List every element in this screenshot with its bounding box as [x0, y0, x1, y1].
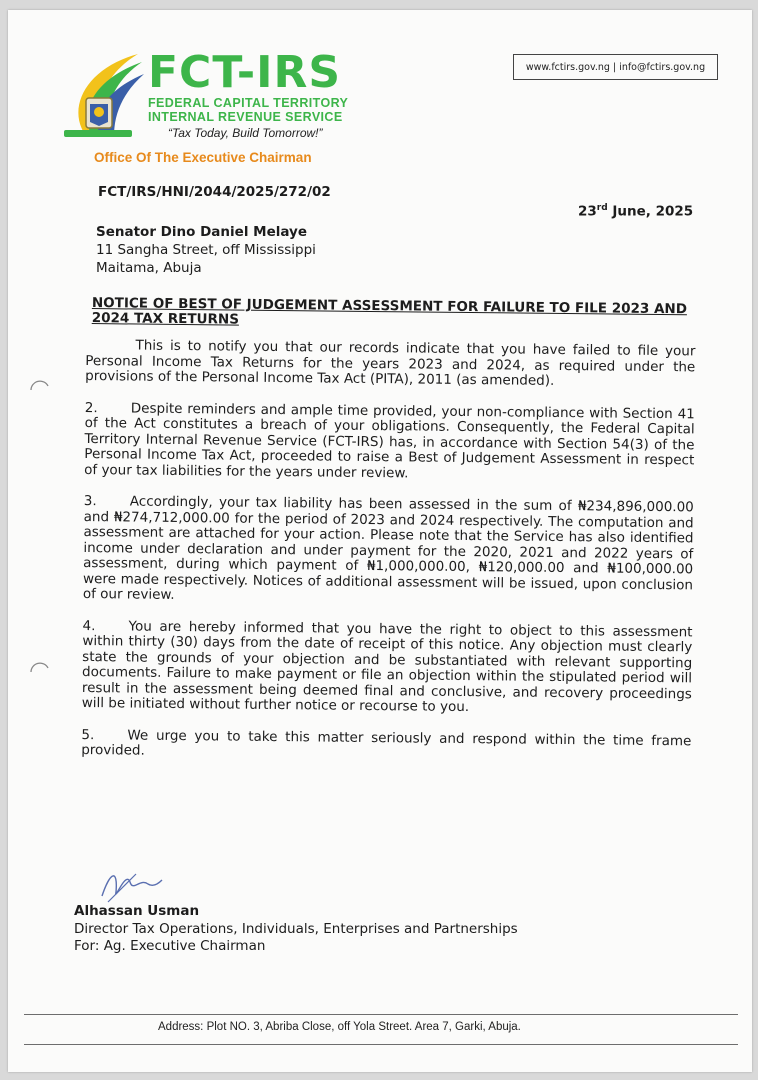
- paragraph-number: 4.: [82, 617, 96, 634]
- letter-page: [8, 10, 752, 1072]
- recipient-name: Senator Dino Daniel Melaye: [96, 224, 308, 240]
- paragraph-number: 2.: [84, 399, 98, 416]
- paragraph-2: 2. Despite reminders and ample time provided, your non-compliance with Section 41 of the Act constitutes a breach of your obligations. Consequently, the Federal Capital Territory Internal Revenue Service (FCT-IRS) has, in accordance with Section 54(3) of the Personal Income Tax Act, proceeded to raise a Best of Judgement Assessment in respect of your tax liabilities for the years under review.: [84, 399, 695, 481]
- contact-box: www.fctirs.gov.ng | info@fctirs.gov.ng: [513, 54, 718, 80]
- brand-abbreviation: FCT-IRS: [148, 47, 342, 98]
- footer-rule-bottom: [24, 1044, 738, 1045]
- paragraph-4: 4. You are hereby informed that you have the right to object to this assessment within thirty (30) days from the date of receipt of this notice. Any objection must clearly state the grounds of your objection and be substantiated with relevant supporting documents. Failure to make payment or file an objection within the stipulated period will result in the assessment being deemed final and conclusive, and recovery proceedings will be initiated without further notice or recourse to you.: [81, 617, 693, 716]
- letter-date: 23rd June, 2025: [578, 203, 694, 220]
- signer-block: [74, 903, 518, 956]
- subject-heading: NOTICE OF BEST OF JUDGEMENT ASSESSMENT FOR FAILURE TO FILE 2023 AND 2024 TAX RETURNS: [91, 295, 688, 328]
- footer-rule-top: [24, 1014, 738, 1015]
- fct-irs-logo: [56, 48, 146, 144]
- signer-title: Director Tax Operations, Individuals, Enterprises and Partnerships: [74, 920, 518, 937]
- paragraph-number: 5.: [81, 726, 95, 743]
- handwritten-signature: [96, 862, 166, 908]
- punch-hole-mark: [28, 658, 50, 680]
- letter-body: [81, 296, 696, 781]
- signer-for: For: Ag. Executive Chairman: [74, 938, 266, 954]
- recipient-address-line1: 11 Sangha Street, off Mississippi: [96, 242, 316, 258]
- punch-hole-mark: [28, 376, 50, 398]
- signer-name: Alhassan Usman: [74, 903, 200, 919]
- paragraph-1: This is to notify you that our records indicate that you have failed to file your Personal Income Tax Returns for the years 2023 and 2024, as required under the provisions of the Personal Income Tax Act (PITA), 2011 (as amended).: [85, 337, 696, 389]
- paragraph-number: 3.: [83, 492, 97, 510]
- footer-address: Address: Plot NO. 3, Abriba Close, off Yola Street. Area 7, Garki, Abuja.: [158, 1021, 521, 1033]
- recipient-block: [96, 223, 316, 277]
- paragraph-5: 5. We urge you to take this matter seriously and respond within the time frame provided.: [81, 726, 692, 759]
- brand-block: [148, 47, 349, 142]
- paragraph-3: 3. Accordingly, your tax liability has been assessed in the sum of ₦234,896,000.00 and ₦274,712,000.00 for the period of 2023 and 2024 respectively. The computation and assessment are attached for your action. Please note that the Service has also identified income under declaration and under payment for the 2020, 2021 and 2022 years of assessment, during which payment of ₦1,000,000.00, ₦120,000.00 and ₦100,000.00 were made respectively. Notices of additional assessment will be issued, upon conclusion of our review.: [82, 492, 694, 603]
- brand-full-name-line2: INTERNAL REVENUE SERVICE: [148, 110, 343, 124]
- reference-number: FCT/IRS/HNI/2044/2025/272/02: [98, 184, 331, 200]
- office-title: Office Of The Executive Chairman: [94, 150, 312, 165]
- recipient-address-line2: Maitama, Abuja: [96, 260, 202, 276]
- brand-motto: “Tax Today, Build Tomorrow!”: [168, 126, 323, 140]
- brand-full-name-line1: FEDERAL CAPITAL TERRITORY: [148, 96, 349, 110]
